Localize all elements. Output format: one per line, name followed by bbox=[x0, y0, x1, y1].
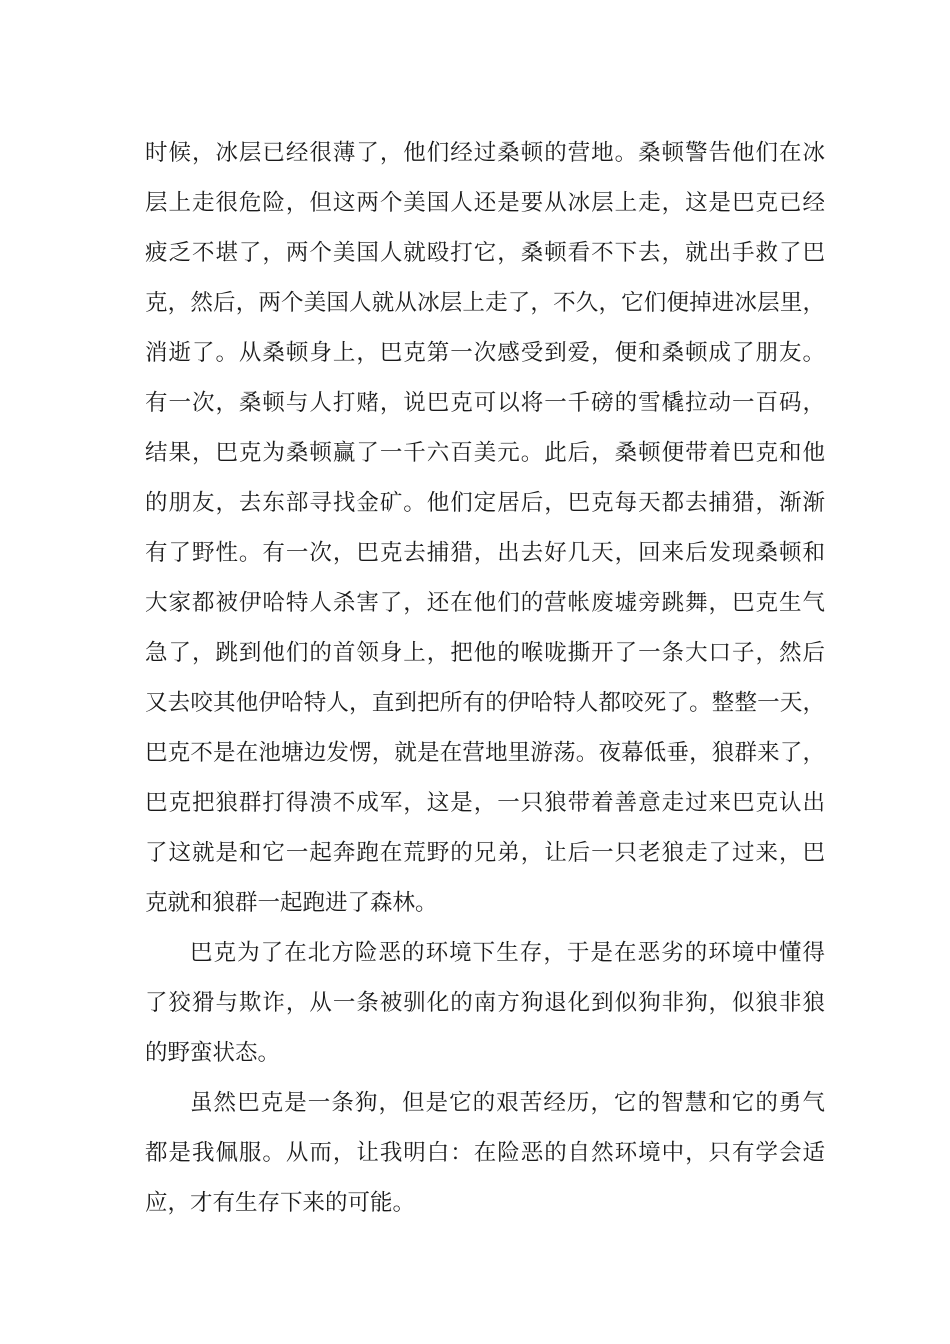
text-line: 应，才有生存下来的可能。 bbox=[145, 1190, 416, 1216]
text-line: 急了，跳到他们的首领身上，把他的喉咙撕开了一条大口子，然后 bbox=[145, 640, 825, 666]
text-line: 疲乏不堪了，两个美国人就殴打它，桑顿看不下去，就出手救了巴 bbox=[145, 240, 825, 266]
text-line: 都是我佩服。从而，让我明白：在险恶的自然环境中，只有学会适 bbox=[145, 1140, 825, 1166]
text-line: 巴克把狼群打得溃不成军，这是，一只狼带着善意走过来巴克认出 bbox=[145, 790, 825, 816]
text-line: 又去咬其他伊哈特人，直到把所有的伊哈特人都咬死了。整整一天， bbox=[145, 690, 825, 716]
text-line: 有了野性。有一次，巴克去捕猎，出去好几天，回来后发现桑顿和 bbox=[145, 540, 825, 566]
text-line: 了狡猾与欺诈，从一条被驯化的南方狗退化到似狗非狗，似狼非狼 bbox=[145, 990, 825, 1016]
text-line: 的朋友，去东部寻找金矿。他们定居后，巴克每天都去捕猎，渐渐 bbox=[145, 490, 825, 516]
text-line: 巴克不是在池塘边发愣，就是在营地里游荡。夜幕低垂，狼群来了， bbox=[145, 740, 825, 766]
text-line: 层上走很危险，但这两个美国人还是要从冰层上走，这是巴克已经 bbox=[145, 190, 825, 216]
text-line: 克，然后，两个美国人就从冰层上走了，不久，它们便掉进冰层里， bbox=[145, 290, 825, 316]
paragraph-3 bbox=[145, 1078, 825, 1228]
text-line: 巴克为了在北方险恶的环境下生存，于是在恶劣的环境中懂得 bbox=[190, 940, 825, 966]
text-line: 时候，冰层已经很薄了，他们经过桑顿的营地。桑顿警告他们在冰 bbox=[145, 140, 825, 166]
text-line: 结果，巴克为桑顿赢了一千六百美元。此后，桑顿便带着巴克和他 bbox=[145, 440, 825, 466]
paragraph-1 bbox=[145, 128, 825, 928]
text-line: 有一次，桑顿与人打赌，说巴克可以将一千磅的雪橇拉动一百码， bbox=[145, 390, 825, 416]
text-line: 消逝了。从桑顿身上，巴克第一次感受到爱，便和桑顿成了朋友。 bbox=[145, 340, 825, 366]
text-line: 克就和狼群一起跑进了森林。 bbox=[145, 890, 438, 916]
document-body bbox=[145, 128, 825, 1228]
text-line: 的野蛮状态。 bbox=[145, 1040, 281, 1066]
text-line: 了这就是和它一起奔跑在荒野的兄弟，让后一只老狼走了过来，巴 bbox=[145, 840, 825, 866]
paragraph-2 bbox=[145, 928, 825, 1078]
text-line: 大家都被伊哈特人杀害了，还在他们的营帐废墟旁跳舞，巴克生气 bbox=[145, 590, 825, 616]
text-line: 虽然巴克是一条狗，但是它的艰苦经历，它的智慧和它的勇气 bbox=[190, 1090, 825, 1116]
